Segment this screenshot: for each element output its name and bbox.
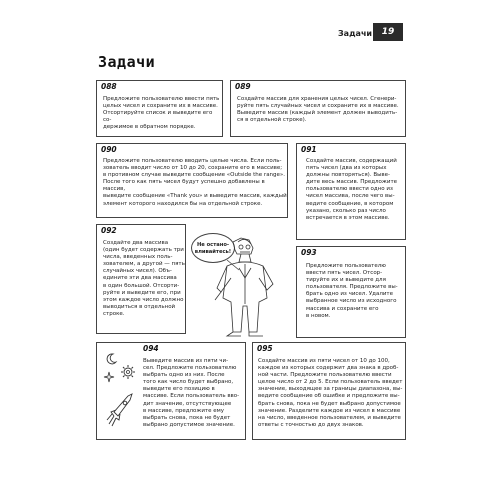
task-text: Создайте два массива (один будет содержать три числа, введенных поль- зователем, а другой — пять случайных чисел). Объ- едините эти два массива в один большой. Отсорти- руйте и выведите его, при этом каждое число должно выводиться в отдельной строке. — [103, 240, 185, 317]
task-text: Предложите пользователю ввести пять чисел. Отсор- тируйте их и выведите для пользователя. Предложите вы- брать одно из чисел. Удалите выбранное число из исходного массива и сохраните его в новом. — [306, 263, 398, 319]
running-header: Задачи — [338, 29, 373, 38]
task-text: Предложите пользователю ввести пять целых чисел и сохраните их в массиве. Отсортируйте список и выведите его со- держимое в обратном порядке. — [103, 96, 220, 131]
task-089 — [230, 80, 406, 137]
task-text: Предложите пользователю вводить целые числа. Если поль- зователь вводит число от 10 до 20, сохраните его в массиве; в противном случае выведите сообщение «Outside the range». После того как пять чисел будут успешно добавлены в массив, выведите сообщение «Thank you» и выведите массив, каждый элемент которого находился бы на отдельной строке. — [103, 158, 287, 207]
task-number: 093 — [301, 248, 317, 257]
task-number: 095 — [257, 344, 273, 353]
task-095 — [252, 342, 406, 440]
speech-pointer — [225, 258, 245, 274]
section-title: Задачи — [98, 53, 156, 71]
task-088 — [96, 80, 223, 137]
rocket-icon — [106, 392, 136, 432]
task-number: 094 — [143, 344, 159, 353]
task-number: 089 — [235, 82, 251, 91]
task-number: 091 — [301, 145, 317, 154]
task-091 — [296, 143, 406, 240]
star-icon — [103, 371, 115, 383]
moon-icon — [104, 352, 118, 366]
task-090 — [96, 143, 288, 218]
task-093 — [296, 246, 406, 338]
page-number: 19 — [373, 23, 403, 41]
speech-bubble: Не остано-вливайтесь! — [191, 233, 235, 263]
task-092 — [96, 224, 186, 334]
task-number: 092 — [101, 226, 117, 235]
task-text: Создайте массив, содержащий пять чисел (два из которых должны повторяться). Выве- дите весь массив. Предложите пользователю ввести одно из чисел массива, после чего вы- ведите сообщение, в котором указано, сколько раз число встречается в этом массиве. — [306, 158, 398, 221]
task-number: 088 — [101, 82, 117, 91]
task-text: Выведите массив из пяти чи- сел. Предложите пользователю выбрать одно из них. После того как число будет выбрано, выведите его позицию в массиве. Если пользователь вво- дит значение, отсутствующее в массиве, предложите ему выбрать снова, пока не будет выбрано допустимое значение. — [143, 358, 240, 428]
task-text: Создайте массив для хранения целых чисел. Сгенери- руйте пять случайных чисел и сохраните их в массиве. Выведите массив (каждый элемент должен выводить- ся в отдельной строке). — [237, 96, 399, 124]
task-number: 090 — [101, 145, 117, 154]
robot-man-illustration — [205, 228, 293, 340]
task-text: Создайте массив из пяти чисел от 10 до 100, каждое из которых содержит два знака в дроб- ной части. Предложите пользователю ввести целое число от 2 до 5. Если пользователь введет значение, выходящее за границы диапазона, вы- ведите сообщение об ошибке и предложите вы- брать снова, пока не будет выбрано допустимое значение. Разделите каждое из чисел в массиве на число, введенное пользователем, и выведите ответы с точностью до двух знаков. — [258, 358, 403, 428]
gear-icon — [120, 364, 136, 380]
